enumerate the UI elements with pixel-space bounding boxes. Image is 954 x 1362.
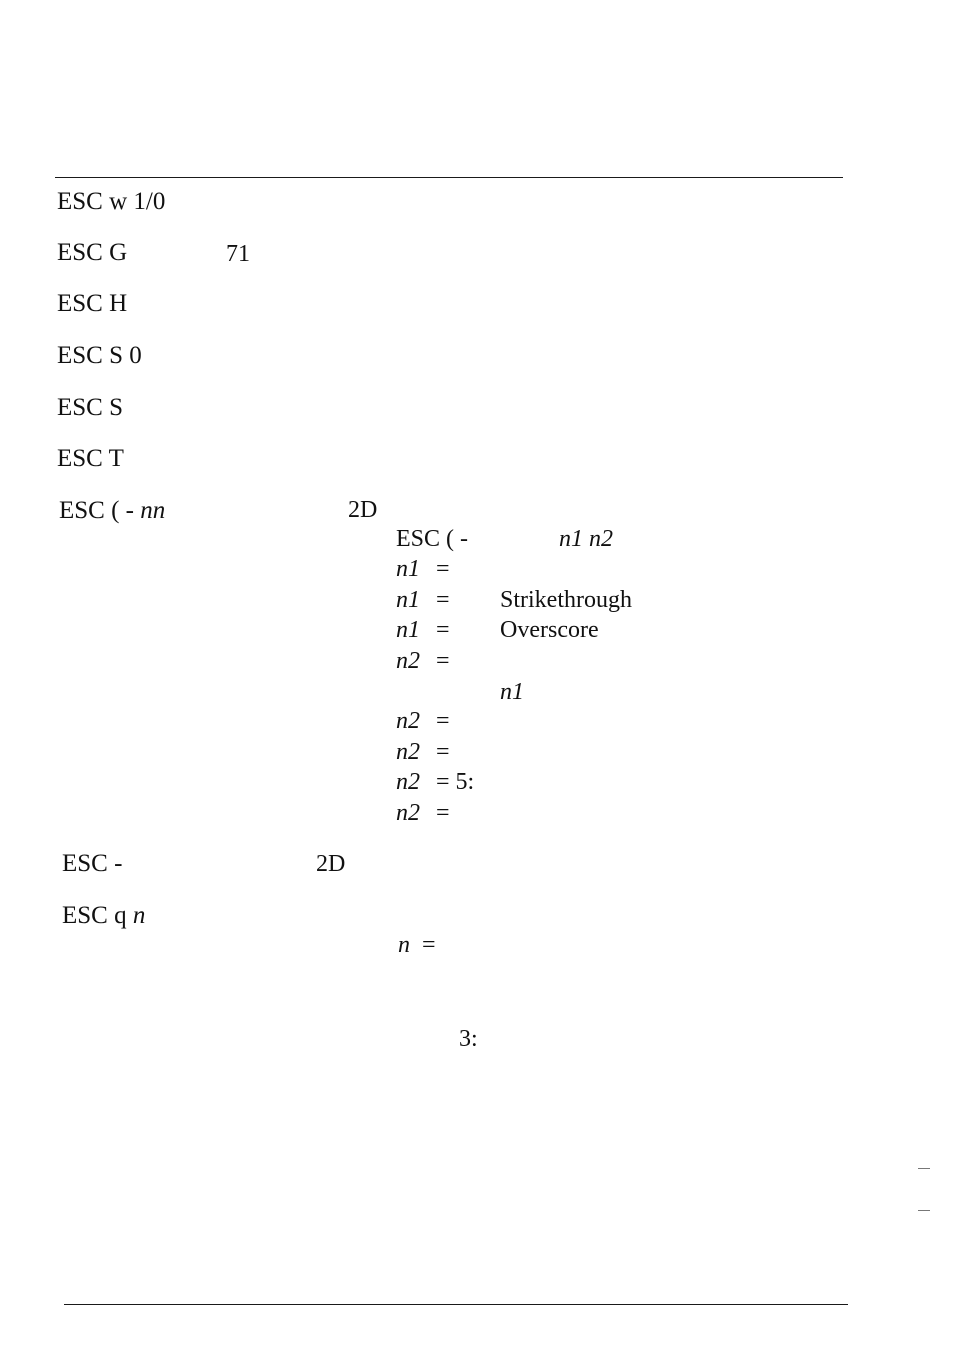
- score-row-3-text: Overscore: [500, 617, 599, 643]
- bottom-rule: [64, 1304, 848, 1305]
- score-row-9-var: n2: [396, 800, 420, 826]
- cmd-esc-g-value: 71: [226, 241, 250, 267]
- score-row-2-var: n1: [396, 587, 420, 613]
- score-row-3-var: n1: [396, 617, 420, 643]
- top-rule: [55, 177, 843, 178]
- score-row-6-eq: =: [436, 708, 450, 734]
- margin-mark-1: [918, 1168, 930, 1169]
- margin-mark-2: [918, 1210, 930, 1211]
- cmd-esc-t: ESC T: [57, 445, 124, 472]
- score-row-9-eq: =: [436, 800, 450, 826]
- score-row-5-text: n1: [500, 679, 524, 705]
- cmd-esc-s: ESC S: [57, 394, 124, 421]
- cmd-esc-paren-dash: ESC ( - nn: [59, 497, 166, 524]
- outline-var: n: [398, 932, 410, 958]
- score-row-2-text: Strikethrough: [500, 587, 632, 613]
- score-syntax: ESC ( -: [396, 526, 468, 552]
- cmd-esc-h: ESC H: [57, 290, 128, 317]
- score-row-3-eq: =: [436, 617, 450, 643]
- cmd-esc-q: ESC q n: [62, 902, 146, 929]
- cmd-esc-s0: ESC S 0: [57, 342, 142, 369]
- score-row-1-eq: =: [436, 556, 450, 582]
- footnote-marker: 3:: [459, 1026, 478, 1052]
- cmd-esc-paren-dash-value: 2D: [348, 497, 378, 523]
- score-row-8-eq: = 5:: [436, 769, 475, 795]
- score-row-2-eq: =: [436, 587, 450, 613]
- outline-eq: =: [422, 932, 436, 958]
- score-row-8-var: n2: [396, 769, 420, 795]
- cmd-esc-w: ESC w 1/0: [57, 188, 166, 215]
- score-syntax-args: n1 n2: [559, 526, 613, 552]
- cmd-esc-dash: ESC -: [62, 850, 123, 877]
- score-row-7-eq: =: [436, 739, 450, 765]
- cmd-esc-dash-value: 2D: [316, 851, 346, 877]
- score-row-6-var: n2: [396, 708, 420, 734]
- score-row-7-var: n2: [396, 739, 420, 765]
- score-row-1-var: n1: [396, 556, 420, 582]
- cmd-esc-g: ESC G: [57, 239, 128, 266]
- score-row-4-var: n2: [396, 648, 420, 674]
- score-row-4-eq: =: [436, 648, 450, 674]
